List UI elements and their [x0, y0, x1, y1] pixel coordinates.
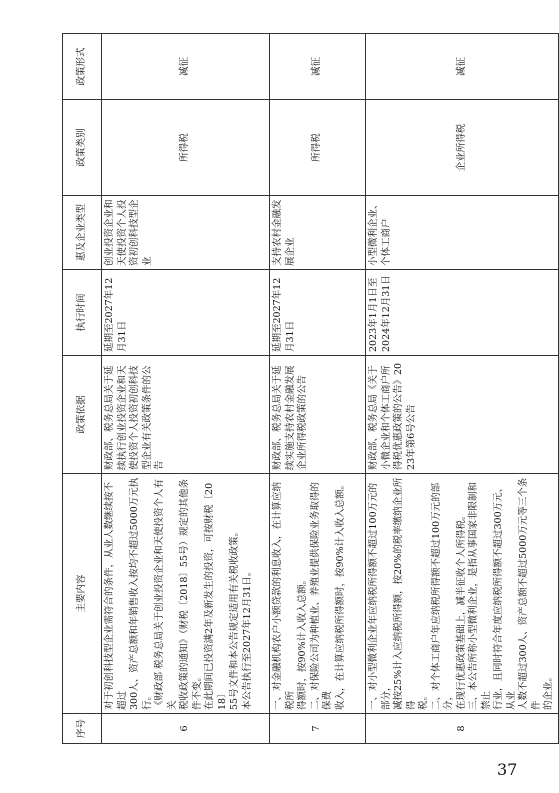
header-content: 主要内容	[63, 474, 102, 714]
content-line: 本公告执行至2027年12月31日。	[241, 566, 253, 710]
content-line: 税。	[418, 690, 429, 710]
row-basis: 财政部、税务总局关于延续执行创业投资企业和天使投资个人投资初创科技型企业有关政策条件的公告	[102, 356, 270, 474]
row-seq: 6	[102, 714, 270, 744]
content-line: 二、对保险公司为种植业、养殖业提供保险业务取得的保费	[309, 481, 333, 710]
content-line: 二、对个体工商户年应纳税所得额不超过100万元的部分，	[430, 482, 454, 710]
content-line: 得额时，按90%计入收入总额。	[297, 574, 308, 710]
row-seq: 7	[270, 714, 366, 744]
content-line: 《财政部 税务总局关于创业投资企业和天使投资个人有关	[154, 478, 178, 710]
row-basis: 财政部、税务总局《关于小微企业和个体工商户所得税优惠政策的公告》2023年第6号公告	[366, 356, 559, 474]
row-scope: 创业投资企业和天使投资个人投资初创科技型企业	[102, 196, 270, 270]
row-period: 2023年1月1日至2024年12月31日	[366, 270, 559, 356]
table-row	[270, 34, 366, 744]
content-line: 在此期间已投资满2年及新发生的投资，可按财税〔2018〕	[204, 482, 228, 710]
header-seq: 序号	[63, 714, 102, 744]
content-line: 行业，且同时符合年度应纳税所得额不超过300万元、从业	[493, 482, 517, 710]
header-scope: 惠及企业类型	[63, 196, 102, 270]
row-seq: 8	[366, 714, 559, 744]
row-basis: 财政部、税务总局关于延续实施支持农村金融发展企业所得税政策的公告	[270, 356, 366, 474]
header-period: 执行时间	[63, 270, 102, 356]
content-line: 税收政策的通知》（财税〔2018〕55号）规定的其他条件不变。	[179, 478, 203, 710]
content-line: 三、本公告所称小型微利企业，是指从事国家非限制和禁止	[468, 481, 492, 710]
row-tax: 所得税	[102, 100, 270, 196]
row-content	[102, 474, 270, 714]
content-line: 55号文件和本公告规定适用有关税收政策。	[229, 526, 240, 710]
row-scope: 支持农村金融发展企业	[270, 196, 366, 270]
table-header-row	[63, 34, 102, 744]
policy-table	[62, 33, 559, 744]
header-form: 政策形式	[63, 34, 102, 100]
rotated-table-wrapper	[62, 34, 554, 744]
page-number: 37	[497, 760, 518, 779]
table-row	[102, 34, 270, 744]
header-basis: 政策依据	[63, 356, 102, 474]
content-line: 一、对小型微利企业年应纳税所得额不超过100万元的部分，	[368, 482, 392, 710]
row-form: 减征	[102, 34, 270, 100]
header-tax: 政策类别	[63, 100, 102, 196]
content-line: 收入，在计算应纳税所得额时，按90%计入收入总额。	[334, 479, 346, 710]
content-line: 减按25%计入应纳税所得额，按20%的税率缴纳企业所得	[393, 477, 417, 710]
content-line: 在现行优惠政策基础上，减半征收个人所得税。	[455, 510, 467, 710]
content-line: 的企业。	[543, 671, 554, 710]
content-line: 人数不超过300人、资产总额不超过5000万元等三个条件	[518, 477, 542, 710]
row-tax: 所得税	[270, 100, 366, 196]
row-content	[366, 474, 559, 714]
content-line: 一、对金融机构农户小额贷款的利息收入，在计算应纳税所	[272, 481, 296, 710]
row-period: 延期至2027年12月31日	[102, 270, 270, 356]
row-period: 延期至2027年12月31日	[270, 270, 366, 356]
row-content	[270, 474, 366, 714]
content-line: 300人、资产总额和年销售收入按均不超过5000万元执行。	[129, 477, 153, 710]
row-form: 减征	[270, 34, 366, 100]
row-tax: 企业所得税	[366, 100, 559, 196]
content-line: 对于初创科技型企业需符合的条件，从业人数继续按不超过	[104, 481, 128, 710]
row-form: 减征	[366, 34, 559, 100]
row-scope: 小型微利企业、个体工商户	[366, 196, 559, 270]
table-row	[366, 34, 559, 744]
